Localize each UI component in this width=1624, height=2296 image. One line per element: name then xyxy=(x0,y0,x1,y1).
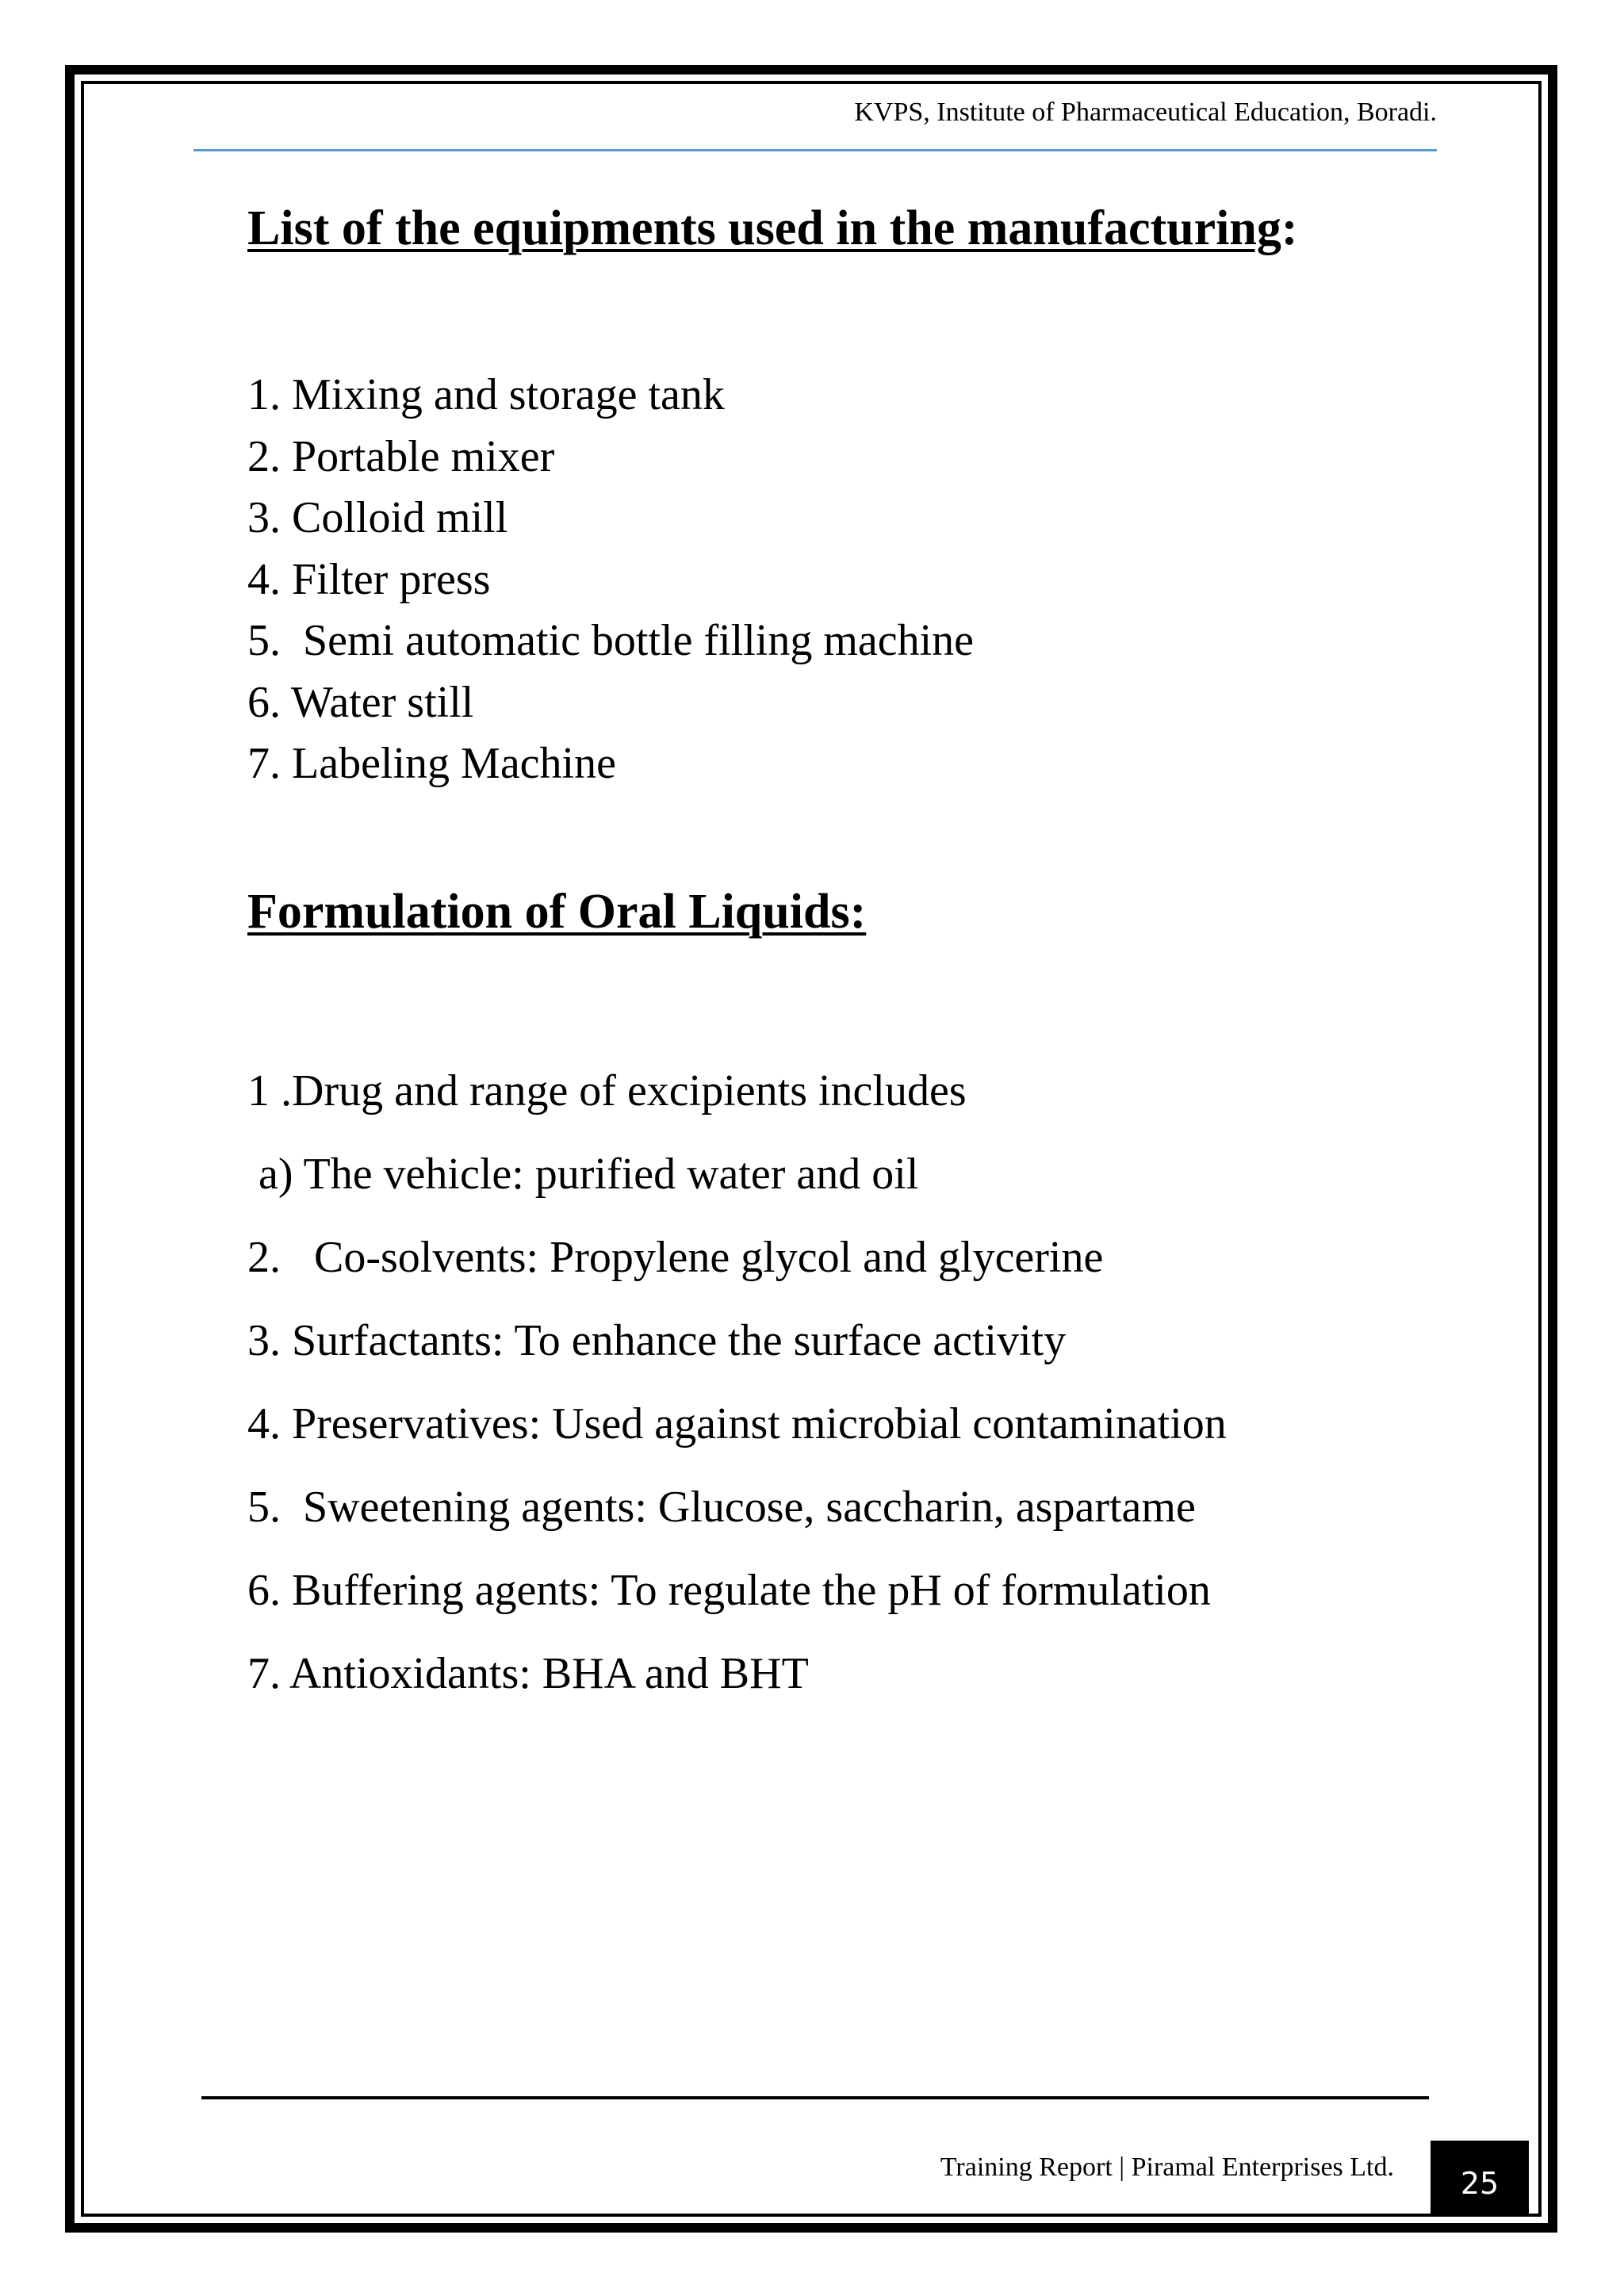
equipment-list xyxy=(247,365,974,795)
footer-divider xyxy=(201,2096,1429,2099)
equipment-heading xyxy=(247,197,1298,260)
list-item: 5. Sweetening agents: Glucose, saccharin, aspartame xyxy=(247,1483,1196,1532)
list-item: 1. Mixing and storage tank xyxy=(247,370,725,419)
list-item: 7. Labeling Machine xyxy=(247,739,616,788)
formulation-heading-text: Formulation of Oral Liquids: xyxy=(247,885,867,939)
header-institute: KVPS, Institute of Pharmaceutical Education, Boradi. xyxy=(854,98,1437,127)
list-item: a) The vehicle: purified water and oil xyxy=(247,1150,919,1199)
list-item: 4. Preservatives: Used against microbial contamination xyxy=(247,1399,1227,1448)
list-item: 7. Antioxidants: BHA and BHT xyxy=(247,1649,809,1698)
equipment-heading-colon: : xyxy=(1281,201,1298,255)
list-item: 6. Water still xyxy=(247,677,474,727)
list-item: 2. Co-solvents: Propylene glycol and glycerine xyxy=(247,1233,1104,1282)
page-number-badge: 25 xyxy=(1431,2141,1529,2214)
formulation-heading xyxy=(247,880,866,943)
list-item: 3. Surfactants: To enhance the surface activity xyxy=(247,1316,1067,1365)
list-item: 6. Buffering agents: To regulate the pH of formulation xyxy=(247,1566,1211,1615)
header-divider xyxy=(193,149,1437,151)
list-item: 1 .Drug and range of excipients includes xyxy=(247,1066,967,1115)
list-item: 4. Filter press xyxy=(247,554,491,604)
footer-report-title: Training Report | Piramal Enterprises Ltd. xyxy=(940,2152,1394,2182)
list-item: 2. Portable mixer xyxy=(247,431,555,481)
list-item: 3. Colloid mill xyxy=(247,493,508,542)
formulation-list xyxy=(247,1050,1227,1716)
equipment-heading-text: List of the equipments used in the manufacturing xyxy=(247,201,1281,255)
list-item: 5. Semi automatic bottle filling machine xyxy=(247,616,975,665)
